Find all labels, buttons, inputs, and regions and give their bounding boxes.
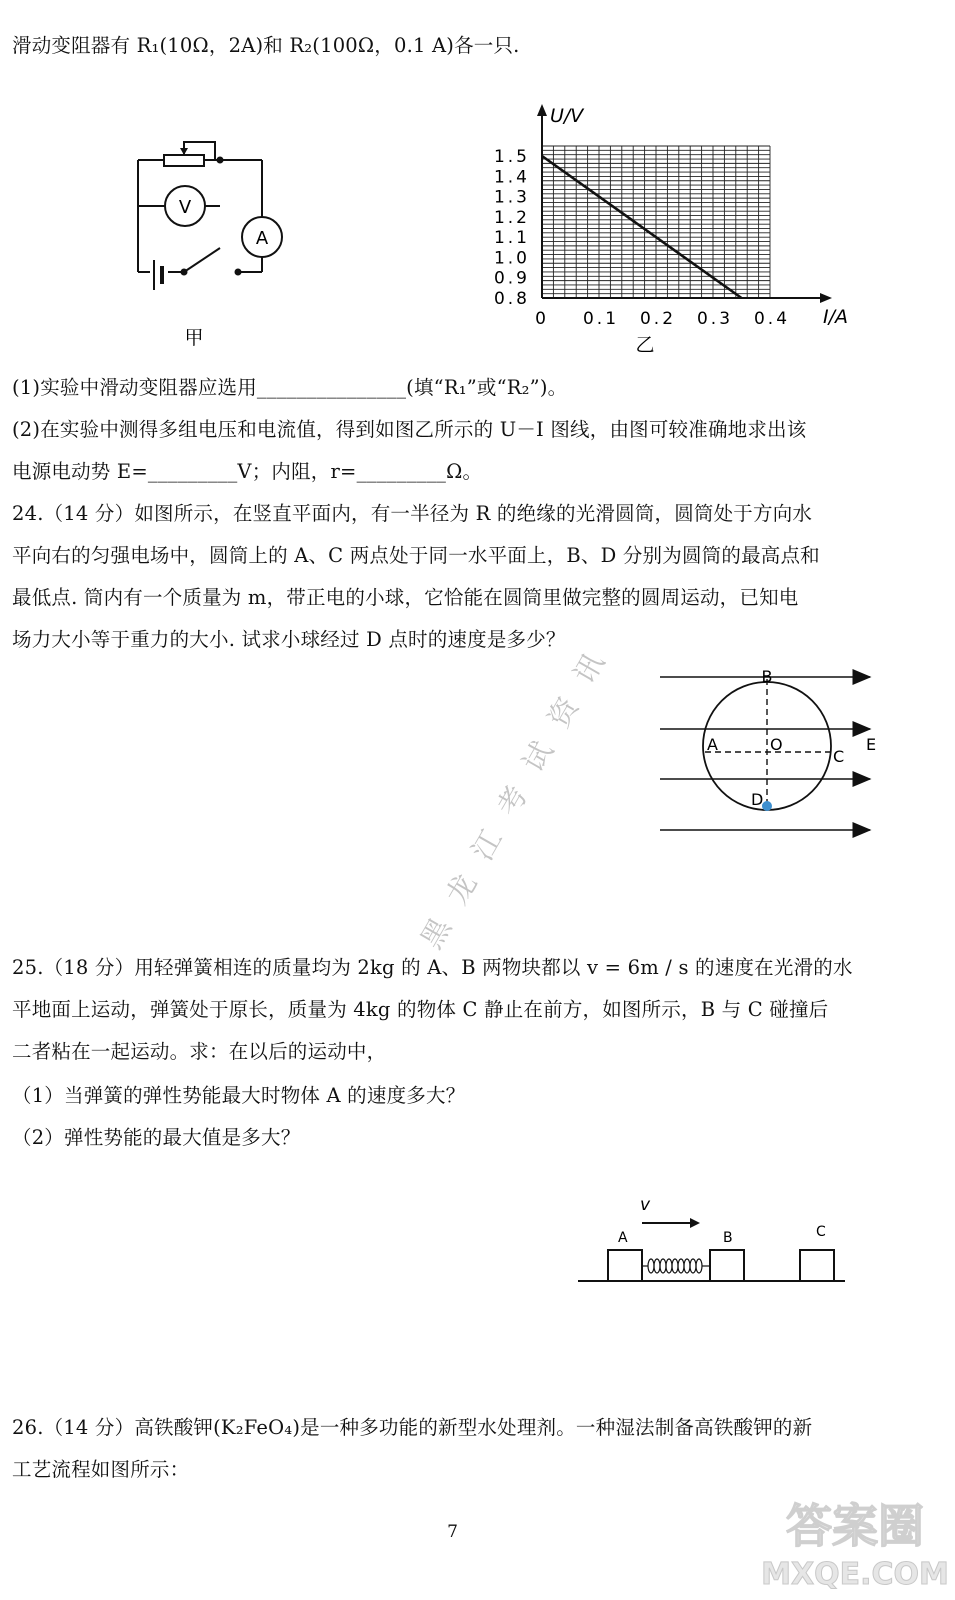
q23-part1: (1)实验中滑动变阻器应选用_______________(填“R₁”或“R₂”)。 [12,376,568,399]
u-i-chart [480,98,860,363]
q24-line3: 最低点. 筒内有一个质量为 m，带正电的小球，它恰能在圆筒里做完整的圆周运动，已知电 [12,586,799,609]
blocks-spring-diagram [570,1190,855,1290]
point-d: D [751,790,764,809]
q25-line2: 平地面上运动，弹簧处于原长，质量为 4kg 的物体 C 静止在前方，如图所示，B 与 C 碰撞后 [12,998,829,1021]
point-b: B [761,667,773,686]
spring [642,1259,710,1273]
watermark-logo-top: 答案圈 [786,1499,924,1553]
circuit-diagram [120,130,300,360]
q24-line2: 平向右的匀强电场中，圆筒上的 A、C 两点处于同一水平面上，B、D 分别为圆筒的最高点和 [12,544,820,567]
y-tick-label: 1.2 [493,207,530,228]
q26-line2: 工艺流程如图所示： [12,1458,190,1481]
watermark-logo-url: MXQE.COM [761,1557,949,1592]
y-tick-label: 1.5 [493,147,530,167]
y-tick-label: 1.1 [493,228,530,249]
page-number: 7 [447,1522,458,1542]
y-tick-label: 0.8 [493,289,530,309]
x-tick-label: 0.1 [582,309,620,329]
velocity-label: v [640,1195,651,1215]
q25-line1: 25.（18 分）用轻弹簧相连的质量均为 2kg 的 A、B 两物块都以 v = 6m / s 的速度在光滑的水 [12,956,853,979]
cylinder-field-diagram [650,665,890,845]
label-b: B [723,1230,733,1246]
block-b [710,1250,744,1281]
q26-line1: 26.（14 分）高铁酸钾(K₂FeO₄)是一种多功能的新型水处理剂。一种湿法制备高铁酸钾的新 [12,1416,813,1439]
fig-jia-caption: 甲 [184,327,204,349]
x-axis-label: I/A [823,306,849,328]
ammeter-label: A [255,228,269,249]
watermark-logo [760,1480,950,1598]
q24-line1: 24.（14 分）如图所示，在竖直平面内，有一半径为 R 的绝缘的光滑圆筒，圆筒处于方向水 [12,502,813,525]
y-tick-label: 0.9 [493,268,530,289]
fig-yi-caption: 乙 [635,334,655,356]
q23-part2-line2: 电源电动势 E=_________V；内阻，r=_________Ω。 [12,460,483,483]
label-c: C [816,1224,826,1240]
y-axis-label: U/V [550,105,584,127]
y-tick-label: 1.4 [493,167,530,188]
point-a: A [707,735,718,754]
x-tick-label: 0 [535,309,549,329]
x-tick-label: 0.4 [753,309,791,329]
block-c [800,1250,834,1281]
y-axis-arrow [537,104,547,116]
watermark-diagonal: 黑龙江考试资讯 [413,628,622,955]
block-a [608,1250,642,1281]
voltmeter-label: V [178,197,192,218]
label-a: A [618,1230,628,1246]
q25-line3: 二者粘在一起运动。求：在以后的运动中， [12,1040,387,1063]
q23-part2-line1: (2)在实验中测得多组电压和电流值，得到如图乙所示的 U－I 图线，由图可较准确地求出该 [12,418,807,441]
x-tick-label: 0.3 [696,309,734,329]
field-e: E [866,735,877,754]
x-axis-arrow [820,293,832,303]
ball [762,801,772,811]
intro-line: 滑动变阻器有 R₁(10Ω，2A)和 R₂(100Ω，0.1 A)各一只. [12,34,520,57]
point-o: O [770,735,783,754]
y-tick-label: 1.3 [493,187,530,208]
x-tick-label: 0.2 [639,309,677,329]
q25-sub2: （2）弹性势能的最大值是多大？ [12,1126,301,1149]
q24-line4: 场力大小等于重力的大小. 试求小球经过 D 点时的速度是多少？ [12,628,566,651]
q25-sub1: （1）当弹簧的弹性势能最大时物体 A 的速度多大？ [12,1084,466,1107]
point-c: C [833,747,845,766]
y-tick-label: 1.0 [493,248,530,269]
